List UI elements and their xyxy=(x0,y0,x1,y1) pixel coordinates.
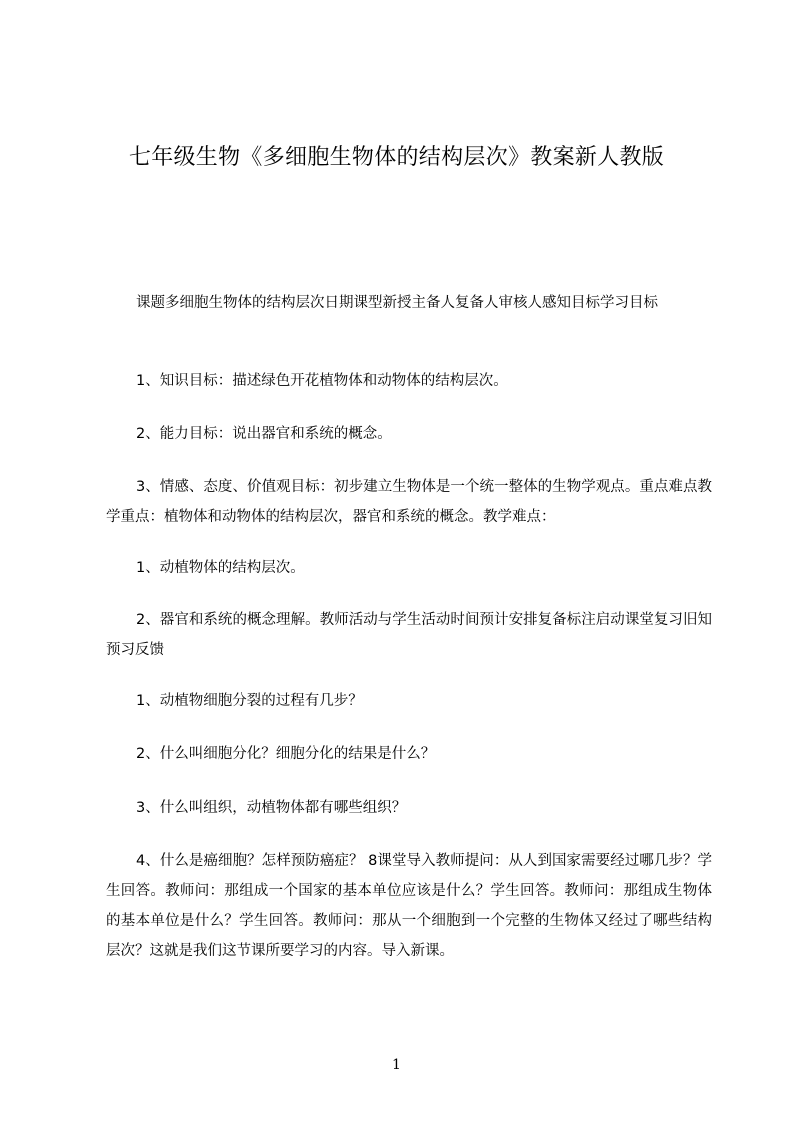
paragraph-lesson-header: 课题多细胞生物体的结构层次日期课型新授主备人复备人审核人感知目标学习目标 xyxy=(136,295,658,311)
paragraph-review-question-1: 1、动植物细胞分裂的过程有几步？ xyxy=(136,693,363,709)
paragraph-review-question-3: 3、什么叫组织，动植物体都有哪些组织？ xyxy=(136,800,407,816)
paragraph-difficulty-1: 1、动植物体的结构层次。 xyxy=(136,560,305,576)
paragraph-difficulty-2: 2、器官和系统的概念理解。教师活动与学生活动时间预计安排复备标注启动课堂复习旧知预习反馈 xyxy=(106,612,712,658)
paragraph-emotion-goal: 3、情感、态度、价值观目标：初步建立生物体是一个统一整体的生物学观点。重点难点教学重点：植物体和动物体的结构层次，器官和系统的概念。教学难点： xyxy=(106,479,712,525)
paragraph-knowledge-goal: 1、知识目标：描述绿色开花植物体和动物体的结构层次。 xyxy=(136,373,508,389)
paragraph-review-question-4: 4、什么是癌细胞？怎样预防癌症？ 8课堂导入教师提问：从人到国家需要经过哪几步？学生回答。教师问：那组成一个国家的基本单位应该是什么？学生回答。教师问：那组成生物体的基本单位是什么？学生回答。教师问：那从一个细胞到一个完整的生物体又经过了哪些结构层次？这就是我们这节课所要学习的内容。导入新课。 xyxy=(106,853,712,959)
page-number: 1 xyxy=(392,1057,401,1073)
paragraph-review-question-2: 2、什么叫细胞分化？细胞分化的结果是什么？ xyxy=(136,746,436,762)
paragraph-ability-goal: 2、能力目标：说出器官和系统的概念。 xyxy=(136,426,392,442)
document-title: 七年级生物《多细胞生物体的结构层次》教案新人教版 xyxy=(128,145,665,170)
